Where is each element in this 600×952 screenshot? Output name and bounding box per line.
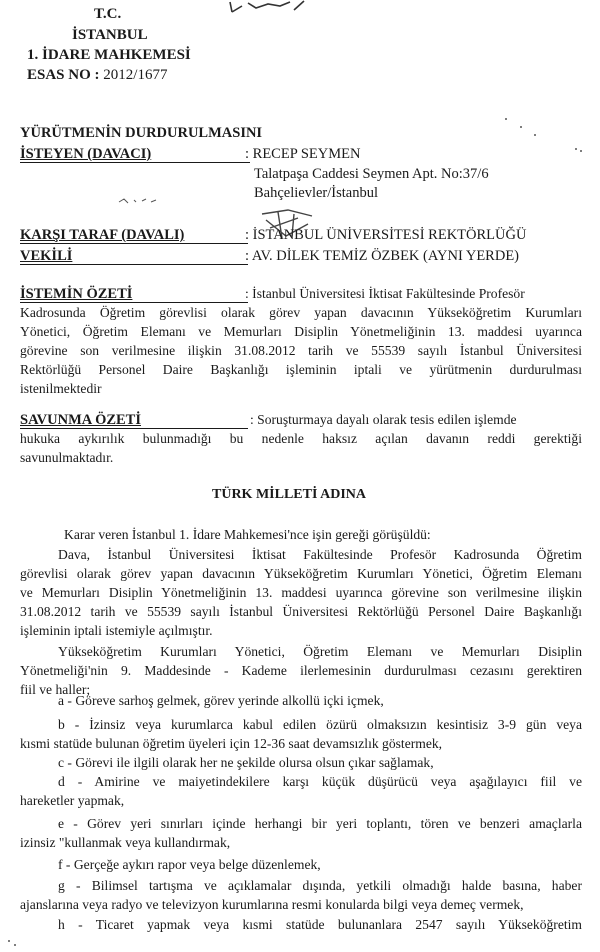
body-line: Yükseköğretim Kurumları Yönetici, Öğretim Elemanı ve Memurları Disiplin [58, 644, 582, 659]
agent-name: : AV. DİLEK TEMİZ ÖZBEK (AYNI YERDE) [245, 248, 520, 264]
scan-dot [505, 118, 507, 120]
header-tc: T.C. [94, 6, 122, 22]
body-paragraph: Karar veren İstanbul 1. İdare Mahkemesi'nce işin gereği görüşüldü: [64, 527, 431, 542]
body-line: 31.08.2012 tarih ve 55539 sayılı İstanbul Üniversitesi Rektörlüğü Personel Daire Başkanlığı [20, 604, 582, 619]
defendant-label: KARŞI TARAF (DAVALI) [20, 227, 185, 243]
esas-value: 2012/1677 [103, 67, 168, 83]
list-item-g-cont: ajanslarına veya radyo ve televizyon kurumlarına resmi konularda bilgi veya demeç vermek, [20, 897, 524, 912]
defendant-label-underline [20, 243, 248, 244]
scan-dot [8, 940, 10, 942]
defendant-name: : İSTANBUL ÜNİVERSİTESİ REKTÖRLÜĞÜ [245, 227, 527, 243]
list-item-e: e - Görev yeri sınırları içinde herhangi bir yeri toplantı, tören ve benzeri amaçlarla [58, 816, 582, 831]
plaintiff-address-2: Bahçelievler/İstanbul [254, 185, 379, 201]
claim-label: İSTEMİN ÖZETİ [20, 286, 133, 302]
plaintiff-name: : RECEP SEYMEN [245, 146, 361, 162]
scan-dot [534, 134, 536, 136]
parties-title: YÜRÜTMENİN DURDURULMASINI [20, 125, 263, 141]
body-line: Yönetmeliği'nin 9. Maddesinde - Kademe ilerlemesinin durdurulması cezasını gerektiren [20, 663, 582, 678]
list-item-e-cont: izinsiz "kullanmak veya kullandırmak, [20, 835, 231, 850]
scan-dot [520, 126, 522, 128]
claim-line: : İstanbul Üniversitesi İktisat Fakültesinde Profesör [245, 286, 525, 301]
handwritten-mark [228, 0, 308, 14]
header-city: İSTANBUL [72, 27, 148, 43]
decision-title: TÜRK MİLLETİ ADINA [212, 487, 367, 502]
esas-row [27, 67, 167, 84]
agent-label: VEKİLİ [20, 248, 73, 264]
scan-dot [575, 148, 577, 150]
list-item-c: c - Görevi ile ilgili olarak her ne şekilde olursa olsun çıkar sağlamak, [58, 755, 434, 770]
scan-dot [14, 944, 16, 946]
defense-line: savunulmaktadır. [20, 450, 114, 465]
defense-line: : Soruşturmaya dayalı olarak tesis edilen işlemde [250, 412, 517, 427]
scan-dot [580, 150, 582, 152]
list-item-f: f - Gerçeğe aykırı rapor veya belge düzenlemek, [58, 857, 321, 872]
small-scribble [118, 196, 158, 206]
claim-line: görevine son verilmesine ilişkin 31.08.2012 tarih ve 55539 sayılı İstanbul Üniversitesi [20, 343, 582, 358]
claim-line: Yönetici, Öğretim Elemanı ve Memurları Disiplin Yönetmeliğinin 13. maddesi uyarınca [20, 324, 582, 339]
list-item-b-cont: kısmi statüde bulunan öğretim üyeleri için 12-36 saat devamsızlık göstermek, [20, 736, 443, 751]
claim-line: Rektörlüğü Personel Daire Başkanlığı işleminin iptali ve yürütmenin durdurulması [20, 362, 582, 377]
list-item-d-cont: hareketler yapmak, [20, 793, 125, 808]
list-item-b: b - İzinsiz veya kurumlarca kabul edilen özürü olmaksızın kesintisiz 3-9 gün veya [58, 717, 582, 732]
body-line: işleminin iptali istemiyle açılmıştır. [20, 623, 213, 638]
header-court: 1. İDARE MAHKEMESİ [27, 47, 191, 63]
defense-label: SAVUNMA ÖZETİ [20, 412, 141, 428]
list-item-h: h - Ticaret yapmak veya kısmi statüde bulunanlara 2547 sayılı Yükseköğretim [58, 917, 582, 932]
defense-line: hukuka aykırılık bulunmadığı bu nedenle haksız açılan davanın reddi gerektiği [20, 431, 582, 446]
claim-line: Kadrosunda Öğretim görevlisi olarak görev yapan davacının Yükseköğretim Kurumları [20, 305, 582, 320]
body-line: görevlisi olarak görev yapan davacının Yükseköğretim Kurumları Yönetici, Öğretim Elemanı [20, 566, 582, 581]
list-item-d: d - Amirine ve maiyetindekilere karşı küçük düşürücü veya aşağılayıcı fiil ve [58, 774, 582, 789]
claim-label-underline [20, 302, 248, 303]
body-line: ve Memurları Disiplin Yönetmeliğinin 13. maddesi uyarınca görevine son verilmesine ilişkin [20, 585, 582, 600]
agent-label-underline [20, 264, 248, 265]
plaintiff-address-1: Talatpaşa Caddesi Seymen Apt. No:37/6 [254, 166, 489, 182]
body-line: fiil ve haller; [20, 682, 91, 697]
list-item-g: g - Bilimsel tartışma ve açıklamalar dışında, yetkili olmadığı halde basına, haber [58, 878, 582, 893]
body-line: Dava, İstanbul Üniversitesi İktisat Fakültesinde Profesör Kadrosunda Öğretim [58, 547, 582, 562]
esas-label: ESAS NO : [27, 67, 100, 83]
defense-label-underline [20, 428, 248, 429]
plaintiff-label: İSTEYEN (DAVACI) [20, 146, 152, 162]
claim-line: istenilmektedir [20, 381, 102, 396]
list-item-a: a - Göreve sarhoş gelmek, görev yerinde alkollü içki içmek, [58, 693, 384, 708]
plaintiff-label-underline [20, 162, 250, 163]
